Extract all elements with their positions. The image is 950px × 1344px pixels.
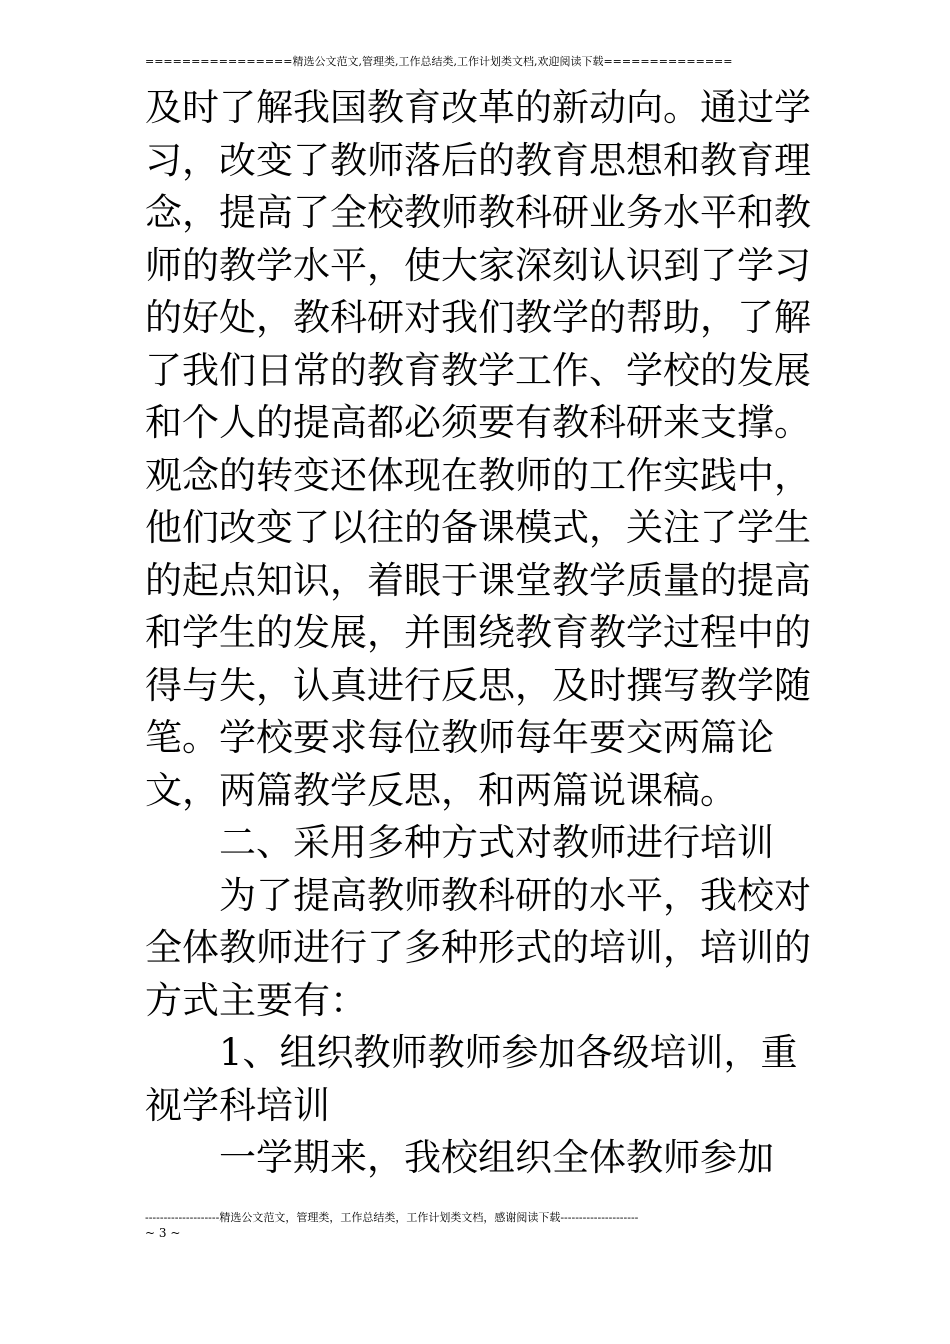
page-number: ~ 3 ~ bbox=[145, 1226, 181, 1240]
page-footer: --------------------精选公文范文，管理类，工作总结类，工作计划类文档，感谢阅读下载--------------------- bbox=[145, 1211, 639, 1224]
page-header: ================精选公文范文,管理类,工作总结类,工作计划类文档,欢迎阅读下载============== bbox=[145, 55, 733, 68]
paragraph: 为了提高教师教科研的水平，我校对全体教师进行了多种形式的培训，培训的方式主要有： bbox=[145, 873, 811, 1022]
section-heading: 二、采用多种方式对教师进行培训 bbox=[219, 821, 774, 864]
document-body bbox=[145, 82, 825, 1185]
paragraph: 一学期来，我校组织全体教师参加 bbox=[219, 1136, 774, 1179]
list-item-heading: 1、组织教师教师参加各级培训，重视学科培训 bbox=[145, 1031, 798, 1127]
paragraph-continuation: 及时了解我国教育改革的新动向。通过学习，改变了教师落后的教育思想和教育理念，提高了全校教师教科研业务水平和教师的教学水平，使大家深刻认识到了学习的好处，教科研对我们教学的帮助，了解了我们日常的教育教学工作、学校的发展和个人的提高都必须要有教科研来支撑。观念的转变还体现在教师的工作实践中，他们改变了以往的备课模式，关注了学生的起点知识，着眼于课堂教学质量的提高和学生的发展，并围绕教育教学过程中的得与失，认真进行反思，及时撰写教学随笔。学校要求每位教师每年要交两篇论文，两篇教学反思，和两篇说课稿。 bbox=[145, 86, 811, 812]
